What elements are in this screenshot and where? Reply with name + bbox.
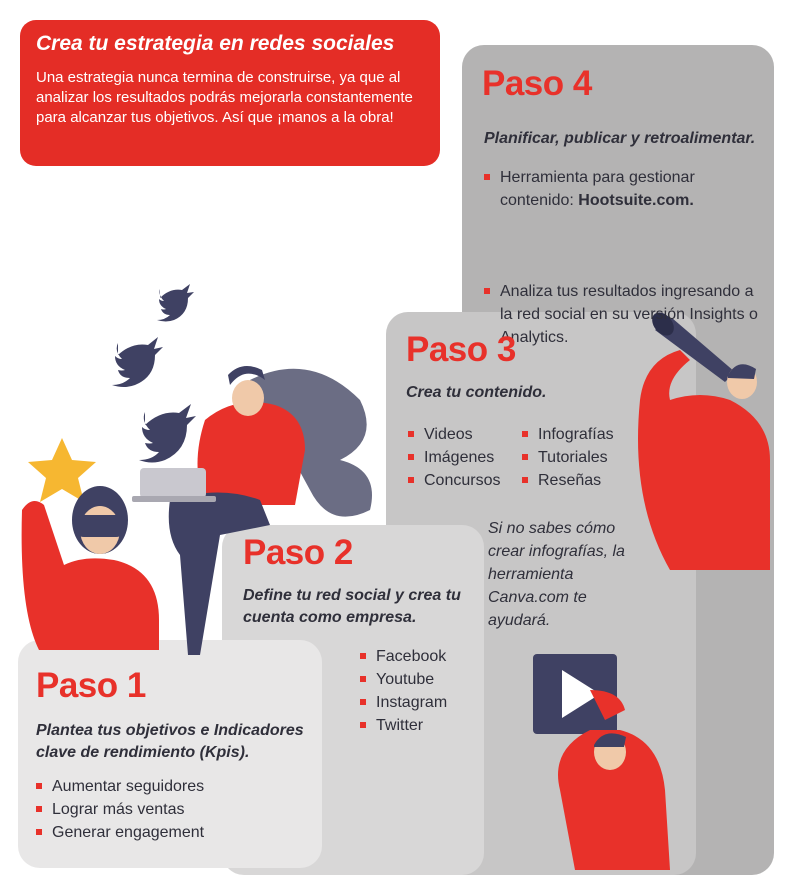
step-2-subtitle: Define tu red social y crea tu cuenta como empresa. xyxy=(243,587,461,626)
banner-title: Crea tu estrategia en redes sociales xyxy=(36,32,395,55)
list-item: Reseñas xyxy=(522,469,642,492)
step-3-note: Si no sabes cómo crear infografías, la herramienta Canva.com te ayudará. xyxy=(488,520,625,629)
step-2-title: Paso 2 xyxy=(243,533,353,572)
step-4-item-tool-text: Herramienta para gestionar contenido: xyxy=(500,169,695,209)
step-1-title: Paso 1 xyxy=(36,666,146,705)
step-3-list-right xyxy=(522,423,642,492)
step-2-list xyxy=(360,645,470,737)
hootsuite-link: Hootsuite.com. xyxy=(578,192,694,209)
laptop-icon xyxy=(132,468,216,502)
list-item: Concursos xyxy=(408,469,518,492)
step-3-subtitle: Crea tu contenido. xyxy=(406,384,547,401)
list-item: Lograr más ventas xyxy=(36,798,306,821)
step-4-subtitle: Planificar, publicar y retroalimentar. xyxy=(484,130,756,147)
step-4-item-analyze: Analiza tus resultados ingresando a la red social en su versión Insights o Analytics. xyxy=(484,280,770,349)
list-item: Tutoriales xyxy=(522,446,642,469)
list-item: Facebook xyxy=(360,645,470,668)
list-item: Aumentar seguidores xyxy=(36,775,306,798)
list-item: Twitter xyxy=(360,714,470,737)
list-item: Youtube xyxy=(360,668,470,691)
banner-text: Una estrategia nunca termina de construirse, ya que al analizar los resultados podrás mejorarla constantemente para alcanzar tus objetivos. Así que ¡manos a la obra! xyxy=(36,69,413,126)
list-item: Imágenes xyxy=(408,446,518,469)
list-item: Infografías xyxy=(522,423,642,446)
step-4-item-tool xyxy=(484,166,760,212)
list-item: Instagram xyxy=(360,691,470,714)
twitter-bird-icon xyxy=(112,337,163,387)
step-3-list-left xyxy=(408,423,518,492)
twitter-bird-icon xyxy=(139,404,196,463)
list-item: Videos xyxy=(408,423,518,446)
woman-with-star-figure xyxy=(22,486,159,650)
step-3-title: Paso 3 xyxy=(406,330,516,369)
step-4-title: Paso 4 xyxy=(482,64,592,103)
step-1-subtitle: Plantea tus objetivos e Indicadores clave de rendimiento (Kpis). xyxy=(36,722,304,761)
twitter-bird-icon xyxy=(157,284,194,322)
step-1-list xyxy=(36,775,306,844)
list-item: Generar engagement xyxy=(36,821,306,844)
